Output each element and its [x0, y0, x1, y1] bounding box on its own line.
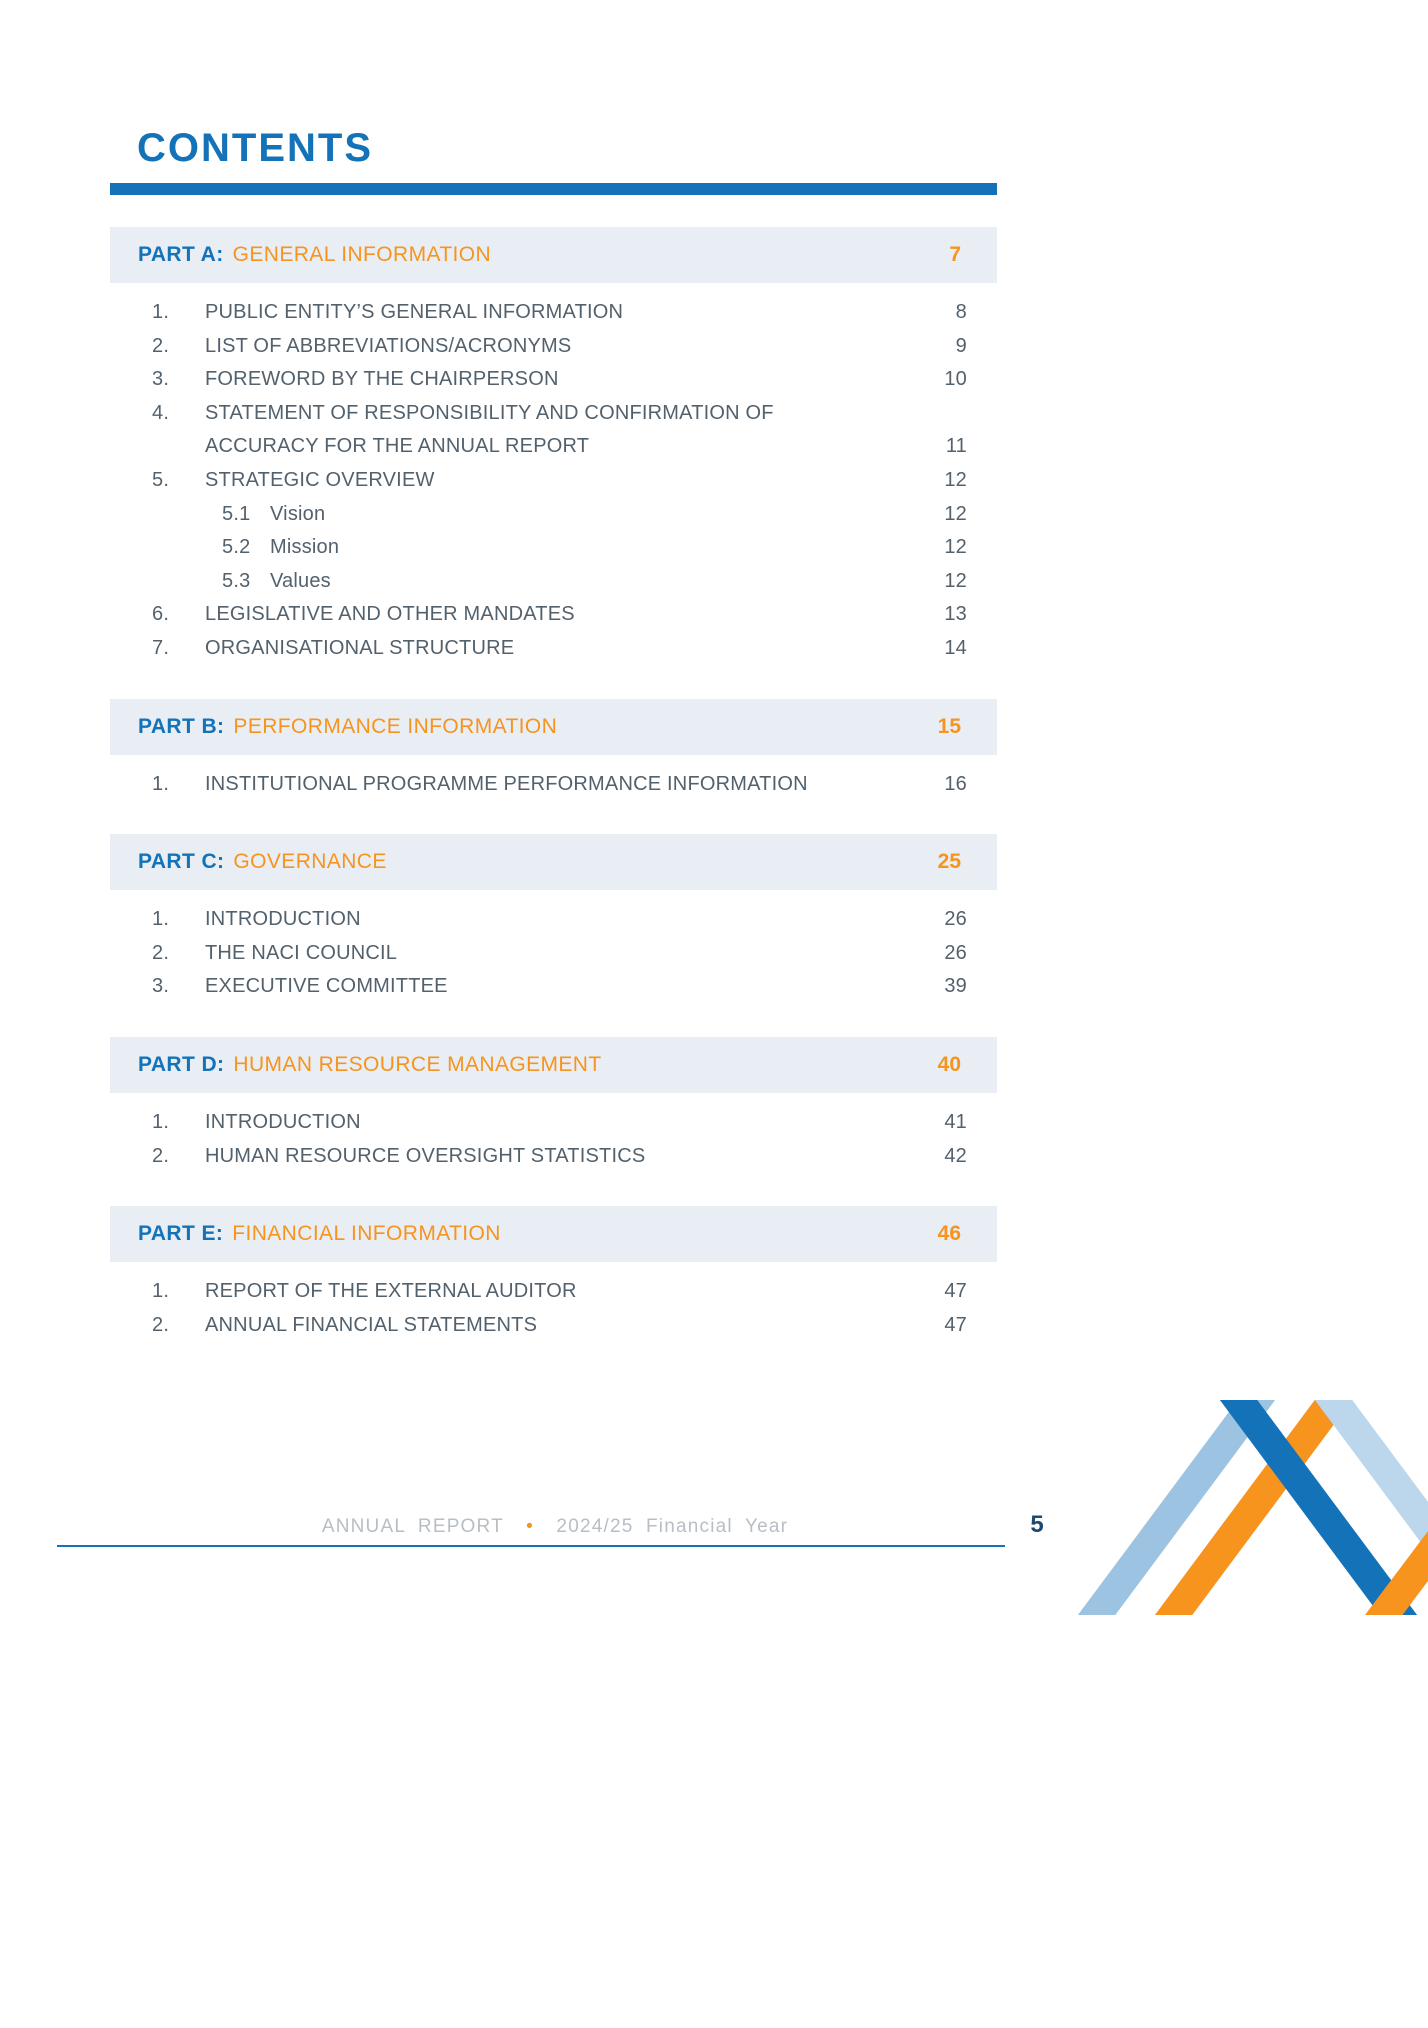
part-page-number: 7 [949, 243, 961, 266]
toc-item-page: 47 [944, 1313, 967, 1336]
part-items [110, 890, 997, 1005]
part-label: PART D: [138, 1052, 225, 1076]
toc-item-number: 1. [152, 908, 170, 931]
toc-item-page: 39 [944, 975, 967, 998]
ribbon-icon [1060, 1400, 1428, 1615]
toc-item-page: 26 [944, 908, 967, 931]
toc-item [110, 1275, 997, 1309]
toc-item-page: 13 [944, 603, 967, 626]
toc-item-number: 2. [152, 1313, 170, 1336]
part-header [110, 699, 997, 755]
toc-item-label: INTRODUCTION [205, 1110, 361, 1133]
toc-item [110, 363, 997, 397]
toc-item-continuation-page: 11 [945, 435, 967, 458]
toc-item-page: 8 [955, 301, 967, 323]
part-items [110, 1262, 997, 1343]
toc-item-page: 10 [944, 368, 967, 391]
part-header [110, 1206, 997, 1262]
toc-subitem [110, 531, 997, 565]
toc-item-number: 7. [152, 636, 170, 659]
part-items [110, 755, 997, 803]
toc-item-label: EXECUTIVE COMMITTEE [205, 975, 448, 998]
toc-item-label: REPORT OF THE EXTERNAL AUDITOR [205, 1280, 577, 1303]
toc-item-label: STRATEGIC OVERVIEW [205, 468, 435, 491]
footer-year-label: 2024/25 Financial Year [556, 1516, 789, 1537]
part-header [110, 1037, 997, 1093]
part-title: HUMAN RESOURCE MANAGEMENT [233, 1052, 602, 1076]
toc-subitem-label: Vision [270, 502, 326, 525]
toc-item-continuation-number [152, 430, 205, 464]
toc-item [110, 296, 997, 330]
toc-item [110, 1140, 997, 1174]
toc-item-page [897, 397, 967, 431]
toc-item-page: 42 [944, 1144, 967, 1167]
toc-item-page: 14 [944, 636, 967, 659]
toc-item-continuation-label: ACCURACY FOR THE ANNUAL REPORT [205, 435, 590, 458]
part-title: GOVERNANCE [233, 850, 387, 874]
toc-item-number: 4. [152, 401, 170, 424]
toc-item [110, 1106, 997, 1140]
page-title: CONTENTS [137, 126, 373, 170]
footer-text [0, 1516, 1110, 1538]
part-title: PERFORMANCE INFORMATION [233, 714, 558, 738]
part-items [110, 283, 997, 667]
toc-item [110, 632, 997, 666]
toc-subitem-label: Values [270, 569, 331, 592]
toc-item-label: THE NACI COUNCIL [205, 941, 398, 964]
toc-item [110, 464, 997, 498]
title-underline-bar [110, 183, 997, 195]
toc-subitem [110, 565, 997, 599]
toc-item-label: LEGISLATIVE AND OTHER MANDATES [205, 603, 575, 626]
toc-item-label: ANNUAL FINANCIAL STATEMENTS [205, 1313, 538, 1336]
toc-subitem-number: 5.3 [222, 569, 251, 592]
toc-item-page: 16 [944, 772, 967, 795]
part-label: PART B: [138, 714, 225, 738]
toc-subitem [110, 498, 997, 532]
part-label: PART A: [138, 243, 224, 266]
part-label: PART C: [138, 850, 225, 874]
toc-subitem-label: Mission [270, 536, 340, 559]
toc-item [110, 397, 997, 431]
toc-item-continuation [110, 430, 997, 464]
toc-item-page: 47 [944, 1280, 967, 1303]
toc-subitem-number: 5.1 [222, 502, 251, 525]
corner-ribbon-graphic [1060, 1400, 1428, 1615]
toc-item-label: INSTITUTIONAL PROGRAMME PERFORMANCE INFORMATION [205, 772, 808, 795]
toc-item [110, 970, 997, 1004]
part-page-number: 46 [937, 1222, 961, 1246]
part-header [110, 227, 997, 283]
toc-item-number: 2. [152, 941, 170, 964]
footer-rule [57, 1545, 1005, 1547]
toc-item-number: 6. [152, 603, 170, 626]
toc-item-number: 3. [152, 368, 170, 391]
part-page-number: 25 [937, 850, 961, 874]
contents-section [110, 0, 997, 1343]
toc-item-label: STATEMENT OF RESPONSIBILITY AND CONFIRMATION OF [205, 401, 774, 424]
part-page-number: 15 [937, 714, 961, 738]
toc-item-number: 1. [152, 1110, 170, 1133]
toc-item-label: ORGANISATIONAL STRUCTURE [205, 636, 515, 659]
toc-item-number: 1. [152, 301, 170, 323]
toc-item-number: 1. [152, 1280, 170, 1303]
toc-item [110, 937, 997, 971]
toc-subitem-page: 12 [944, 569, 967, 592]
toc-item-label: FOREWORD BY THE CHAIRPERSON [205, 368, 559, 391]
toc-subitem-number: 5.2 [222, 536, 251, 559]
toc-subitem-page: 12 [944, 536, 967, 559]
toc-item-page: 26 [944, 941, 967, 964]
toc-item-label: HUMAN RESOURCE OVERSIGHT STATISTICS [205, 1144, 646, 1167]
part-page-number: 40 [937, 1052, 961, 1076]
footer-bullet-separator: • [526, 1516, 534, 1537]
part-title: FINANCIAL INFORMATION [232, 1222, 501, 1246]
toc-item [110, 598, 997, 632]
part-items [110, 1093, 997, 1174]
toc-subitem-page: 12 [944, 502, 967, 525]
page-number: 5 [1030, 1511, 1044, 1538]
toc-item-number: 2. [152, 334, 170, 357]
part-header [110, 834, 997, 890]
toc-item-label: INTRODUCTION [205, 908, 361, 931]
footer-report-label: ANNUAL REPORT [321, 1516, 504, 1537]
toc-item-number: 1. [152, 772, 170, 795]
toc-item-page: 12 [944, 468, 967, 491]
toc-item-label: LIST OF ABBREVIATIONS/ACRONYMS [205, 334, 572, 357]
toc-item-page: 9 [955, 334, 967, 357]
toc-item-number: 3. [152, 975, 170, 998]
toc-item-number: 2. [152, 1144, 170, 1167]
table-of-contents [110, 227, 997, 1343]
toc-item [110, 1309, 997, 1343]
toc-item [110, 768, 997, 802]
toc-item [110, 330, 997, 364]
part-title: GENERAL INFORMATION [232, 243, 492, 266]
toc-item [110, 903, 997, 937]
part-label: PART E: [138, 1222, 224, 1246]
toc-item-page: 41 [944, 1110, 967, 1133]
toc-item-label: PUBLIC ENTITY’S GENERAL INFORMATION [205, 301, 624, 323]
toc-item-number: 5. [152, 468, 170, 491]
